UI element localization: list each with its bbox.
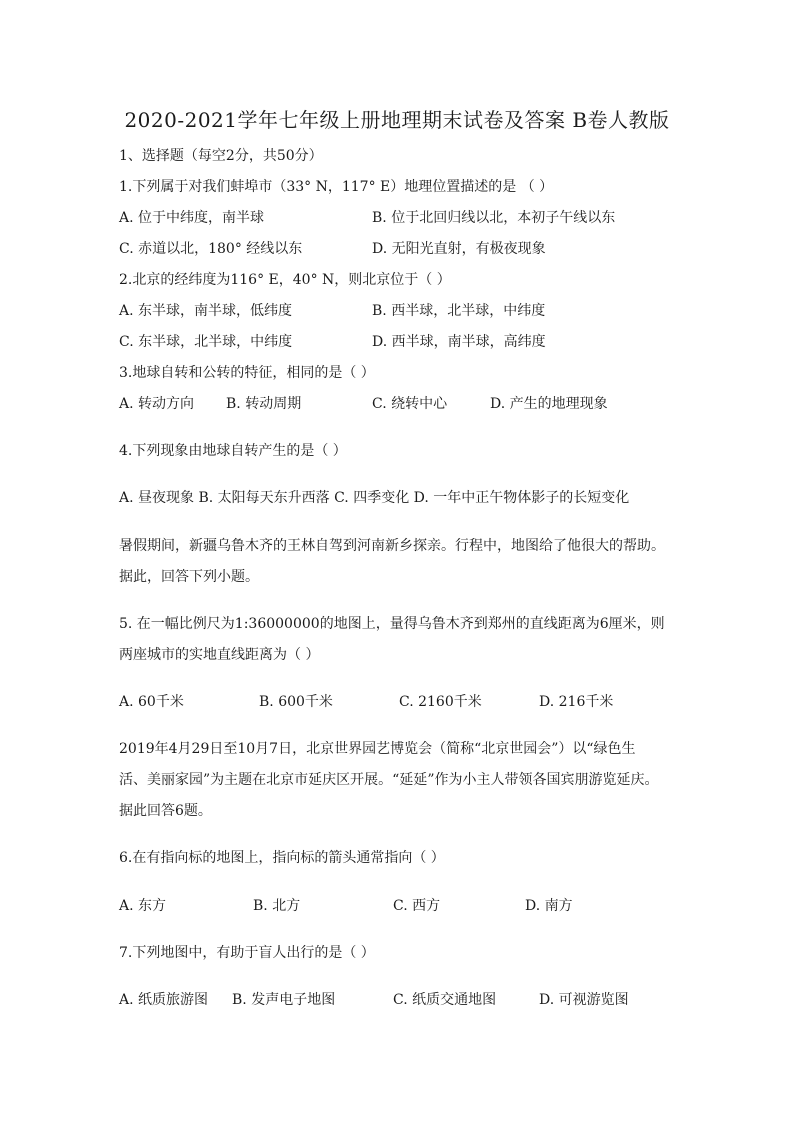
question-5-option-c: C. 2160千米 [399, 694, 482, 710]
question-2-option-d: D. 西半球，南半球，高纬度 [372, 334, 546, 350]
question-3-option-a: A. 转动方向 [119, 396, 195, 412]
question-2-option-c: C. 东半球，北半球，中纬度 [119, 334, 293, 350]
question-7-option-b: B. 发声电子地图 [232, 992, 336, 1008]
question-3-option-c: C. 绕转中心 [372, 396, 448, 412]
question-2-stem: 2.北京的经纬度为116° E，40° N，则北京位于（ ） [119, 272, 451, 288]
question-1-stem: 1.下列属于对我们蚌埠市（33° N，117° E）地理位置描述的是 （ ） [119, 179, 554, 195]
question-1-option-b: B. 位于北回归线以北，本初子午线以东 [372, 210, 616, 226]
question-4-stem: 4.下列现象由地球自转产生的是（ ） [119, 443, 347, 459]
question-6-option-a: A. 东方 [119, 898, 167, 914]
question-3-option-b: B. 转动周期 [226, 396, 302, 412]
question-3-option-d: D. 产生的地理现象 [490, 396, 608, 412]
passage-2-line-1: 2019年4月29日至10月7日，北京世界园艺博览会（简称“北京世园会”）以“绿色生 [119, 741, 636, 757]
question-5-option-b: B. 600千米 [259, 694, 333, 710]
question-5-stem-line-1: 5. 在一幅比例尺为1:36000000的地图上，量得乌鲁木齐到郑州的直线距离为6厘米，则 [119, 616, 665, 632]
question-1-option-c: C. 赤道以北，180° 经线以东 [119, 241, 303, 257]
question-7-stem: 7.下列地图中，有助于盲人出行的是（ ） [119, 945, 375, 961]
question-1-option-a: A. 位于中纬度，南半球 [119, 210, 265, 226]
question-1-option-d: D. 无阳光直射，有极夜现象 [372, 241, 546, 257]
passage-1-line-2: 据此，回答下列小题。 [119, 569, 259, 585]
question-3-stem: 3.地球自转和公转的特征，相同的是（ ） [119, 365, 375, 381]
question-6-option-c: C. 西方 [393, 898, 441, 914]
document-title: 2020-2021学年七年级上册地理期末试卷及答案 B卷人教版 [124, 108, 670, 132]
question-7-option-c: C. 纸质交通地图 [393, 992, 497, 1008]
section-heading: 1、选择题（每空2分，共50分） [119, 148, 323, 164]
question-6-stem: 6.在有指向标的地图上，指向标的箭头通常指向（ ） [119, 850, 445, 866]
question-5-option-d: D. 216千米 [539, 694, 614, 710]
question-6-option-b: B. 北方 [253, 898, 301, 914]
question-2-option-a: A. 东半球，南半球，低纬度 [119, 303, 293, 319]
question-7-option-a: A. 纸质旅游图 [119, 992, 209, 1008]
question-6-option-d: D. 南方 [525, 898, 573, 914]
question-5-option-a: A. 60千米 [119, 694, 184, 710]
passage-2-line-2: 活、美丽家园”为主题在北京市延庆区开展。“延延”作为小主人带领各国宾朋游览延庆。 [119, 772, 659, 788]
question-7-option-d: D. 可视游览图 [539, 992, 629, 1008]
passage-2-line-3: 据此回答6题。 [119, 803, 212, 819]
question-5-stem-line-2: 两座城市的实地直线距离为（ ） [119, 647, 320, 663]
question-2-option-b: B. 西半球，北半球，中纬度 [372, 303, 546, 319]
passage-1-line-1: 暑假期间，新疆乌鲁木齐的王林自驾到河南新乡探亲。行程中，地图给了他很大的帮助。 [119, 538, 665, 554]
question-4-options: A. 昼夜现象 B. 太阳每天东升西落 C. 四季变化 D. 一年中正午物体影子的长短变化 [119, 490, 630, 506]
